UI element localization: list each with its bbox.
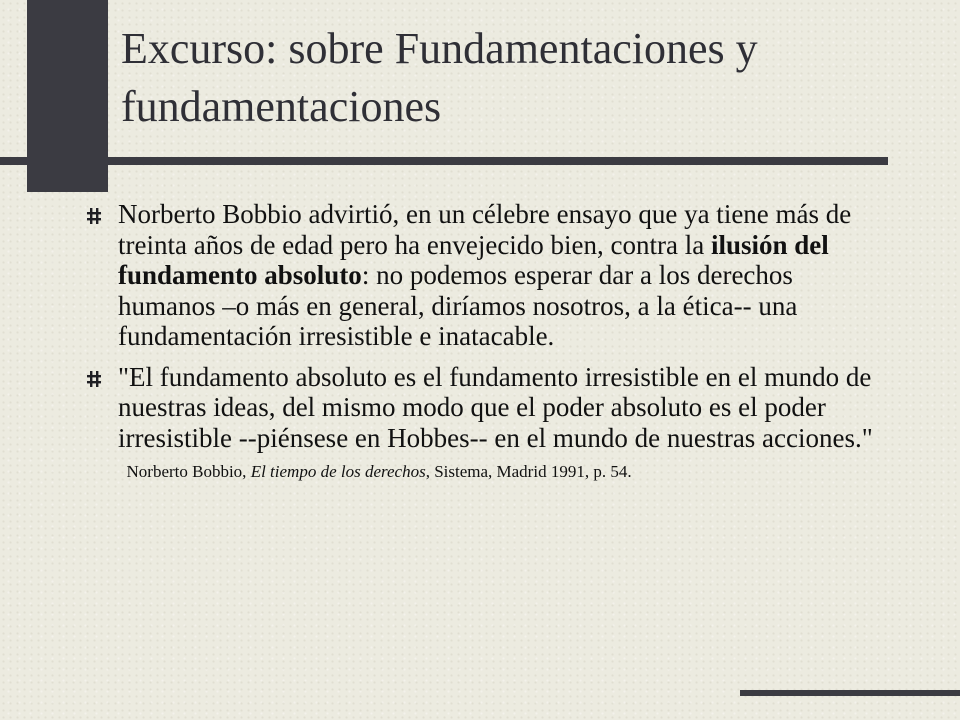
bullet-item-bobbio-quote bbox=[86, 362, 886, 484]
citation bbox=[118, 462, 632, 481]
bullet-text-before: Norberto Bobbio advirtió, en un célebre ensayo que ya tiene más de treinta años de edad pero ha envejecido bien, contra la bbox=[118, 199, 852, 260]
hash-bullet-icon bbox=[86, 371, 102, 387]
citation-book-title: El tiempo de los derechos bbox=[250, 462, 426, 481]
title-underline-rule bbox=[0, 157, 888, 165]
slide-title-line1: Excurso: sobre Fundamentaciones y bbox=[121, 24, 758, 73]
bullet-bold-phrase: ilusión del fundamento absoluto bbox=[118, 229, 829, 290]
bobbio-quote-text: "El fundamento absoluto es el fundamento irresistible en el mundo de nuestras ideas, del mismo modo que el poder absoluto es el poder irresistible --piénsese en Hobbes-- en el mundo de nuestras acciones." bbox=[118, 361, 873, 453]
bullet-text-after: : no podemos esperar dar a los derechos humanos –o más en general, diríamos nosotros, a la ética-- una fundamentación irresistible e inatacable. bbox=[118, 260, 798, 351]
bottom-right-rule bbox=[740, 690, 960, 696]
slide-title bbox=[121, 20, 921, 136]
bullet-list bbox=[86, 199, 886, 494]
bullet-item-bobbio-fundamento bbox=[86, 199, 886, 352]
hash-bullet-icon bbox=[86, 208, 102, 224]
citation-author: Norberto Bobbio, bbox=[126, 462, 247, 481]
slide-title-line2: fundamentaciones bbox=[121, 82, 442, 131]
citation-publication: , Sistema, Madrid 1991, p. 54. bbox=[425, 462, 632, 481]
